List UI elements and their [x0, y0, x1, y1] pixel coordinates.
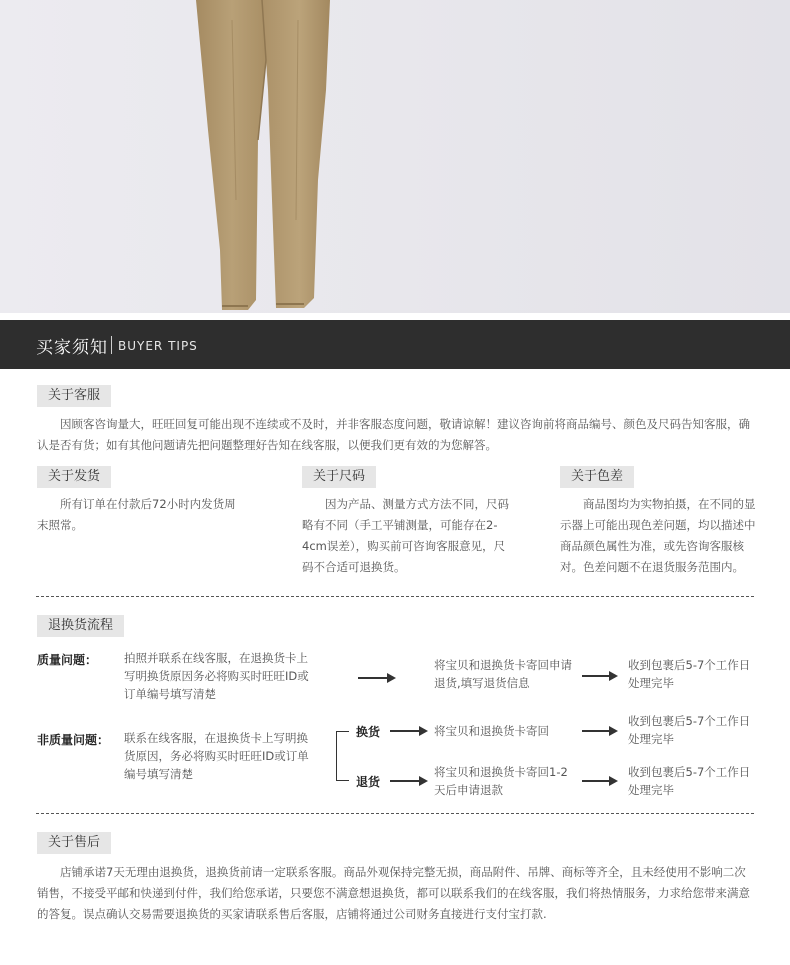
arrow-icon [358, 673, 396, 683]
arrow-icon [582, 776, 618, 786]
customer-service-text: 因顾客咨询量大，旺旺回复可能出现不连续或不及时，并非客服态度问题，敬请谅解！建议咨询前将商品编号、颜色及尺码告知客服，确认是否有货；如有其他问题请先把问题整理好告知在线客服，以便我们更有效的为您解答。 [37, 417, 750, 452]
arrow-icon [390, 776, 428, 786]
refund-step-1: 将宝贝和退换货卡寄回1-2天后申请退款 [434, 765, 568, 797]
refund-label: 退货 [356, 775, 381, 789]
tag-after-sales: 关于售后 [37, 832, 111, 854]
tag-color: 关于色差 [560, 466, 634, 488]
non-quality-issue-desc: 联系在线客服，在退换货卡上写明换货原因，务必将购买时旺旺ID或订单编号填写清楚 [124, 731, 309, 781]
banner-separator [111, 336, 112, 354]
trousers-image [0, 0, 790, 313]
shipping-text: 所有订单在付款后72小时内发货周末照常。 [37, 497, 236, 532]
quality-issue-label: 质量问题： [37, 653, 98, 667]
banner-title-cn: 买家须知 [36, 338, 108, 358]
tag-returns-flow: 退换货流程 [37, 615, 124, 637]
color-text: 商品图均为实物拍摄，在不同的显示器上可能出现色差问题，均以描述中商品颜色属性为准，或先咨询客服核对。色差问题不在退货服务范围内。 [560, 497, 756, 574]
arrow-icon [582, 726, 618, 736]
arrow-icon [390, 726, 428, 736]
exchange-step-2: 收到包裹后5-7个工作日处理完毕 [628, 714, 751, 746]
exchange-step-1: 将宝贝和退换货卡寄回 [434, 724, 549, 738]
quality-issue-desc: 拍照并联系在线客服，在退换货卡上写明换货原因务必将购买时旺旺ID或订单编号填写清楚 [124, 651, 309, 701]
arrow-icon [582, 671, 618, 681]
non-quality-issue-label: 非质量问题： [37, 733, 110, 747]
banner-title-en: BUYER TIPS [118, 339, 198, 353]
refund-step-2: 收到包裹后5-7个工作日处理完毕 [628, 765, 751, 797]
exchange-label: 换货 [356, 725, 381, 739]
sizing-text: 因为产品、测量方式方法不同，尺码略有不同（手工平铺测量，可能存在2-4cm误差），购买前可咨询客服意见，尺码不合适可退换货。 [302, 497, 509, 574]
buyer-tips-banner [0, 320, 790, 369]
tag-customer-service: 关于客服 [37, 385, 111, 407]
flow-bracket [336, 731, 348, 781]
after-sales-text: 店铺承诺7天无理由退换货，退换货前请一定联系客服。商品外观保持完整无损，商品附件、吊牌、商标等齐全，且未经使用不影响二次销售，不接受平邮和快递到付件，我们给您承诺，只要您不满意想退换货，都可以联系我们的在线客服，我们将热情服务，力求给您带来满意的答复。误点确认交易需要退换货的买家请联系售后客服，店铺将通过公司财务直接进行支付宝打款. [37, 865, 750, 921]
quality-step-2: 收到包裹后5-7个工作日处理完毕 [628, 658, 751, 690]
tag-shipping: 关于发货 [37, 466, 111, 488]
tag-sizing: 关于尺码 [302, 466, 376, 488]
product-photo [0, 0, 790, 313]
divider [36, 596, 754, 597]
divider [36, 813, 754, 814]
quality-step-1: 将宝贝和退换货卡寄回申请退货,填写退货信息 [434, 658, 572, 690]
